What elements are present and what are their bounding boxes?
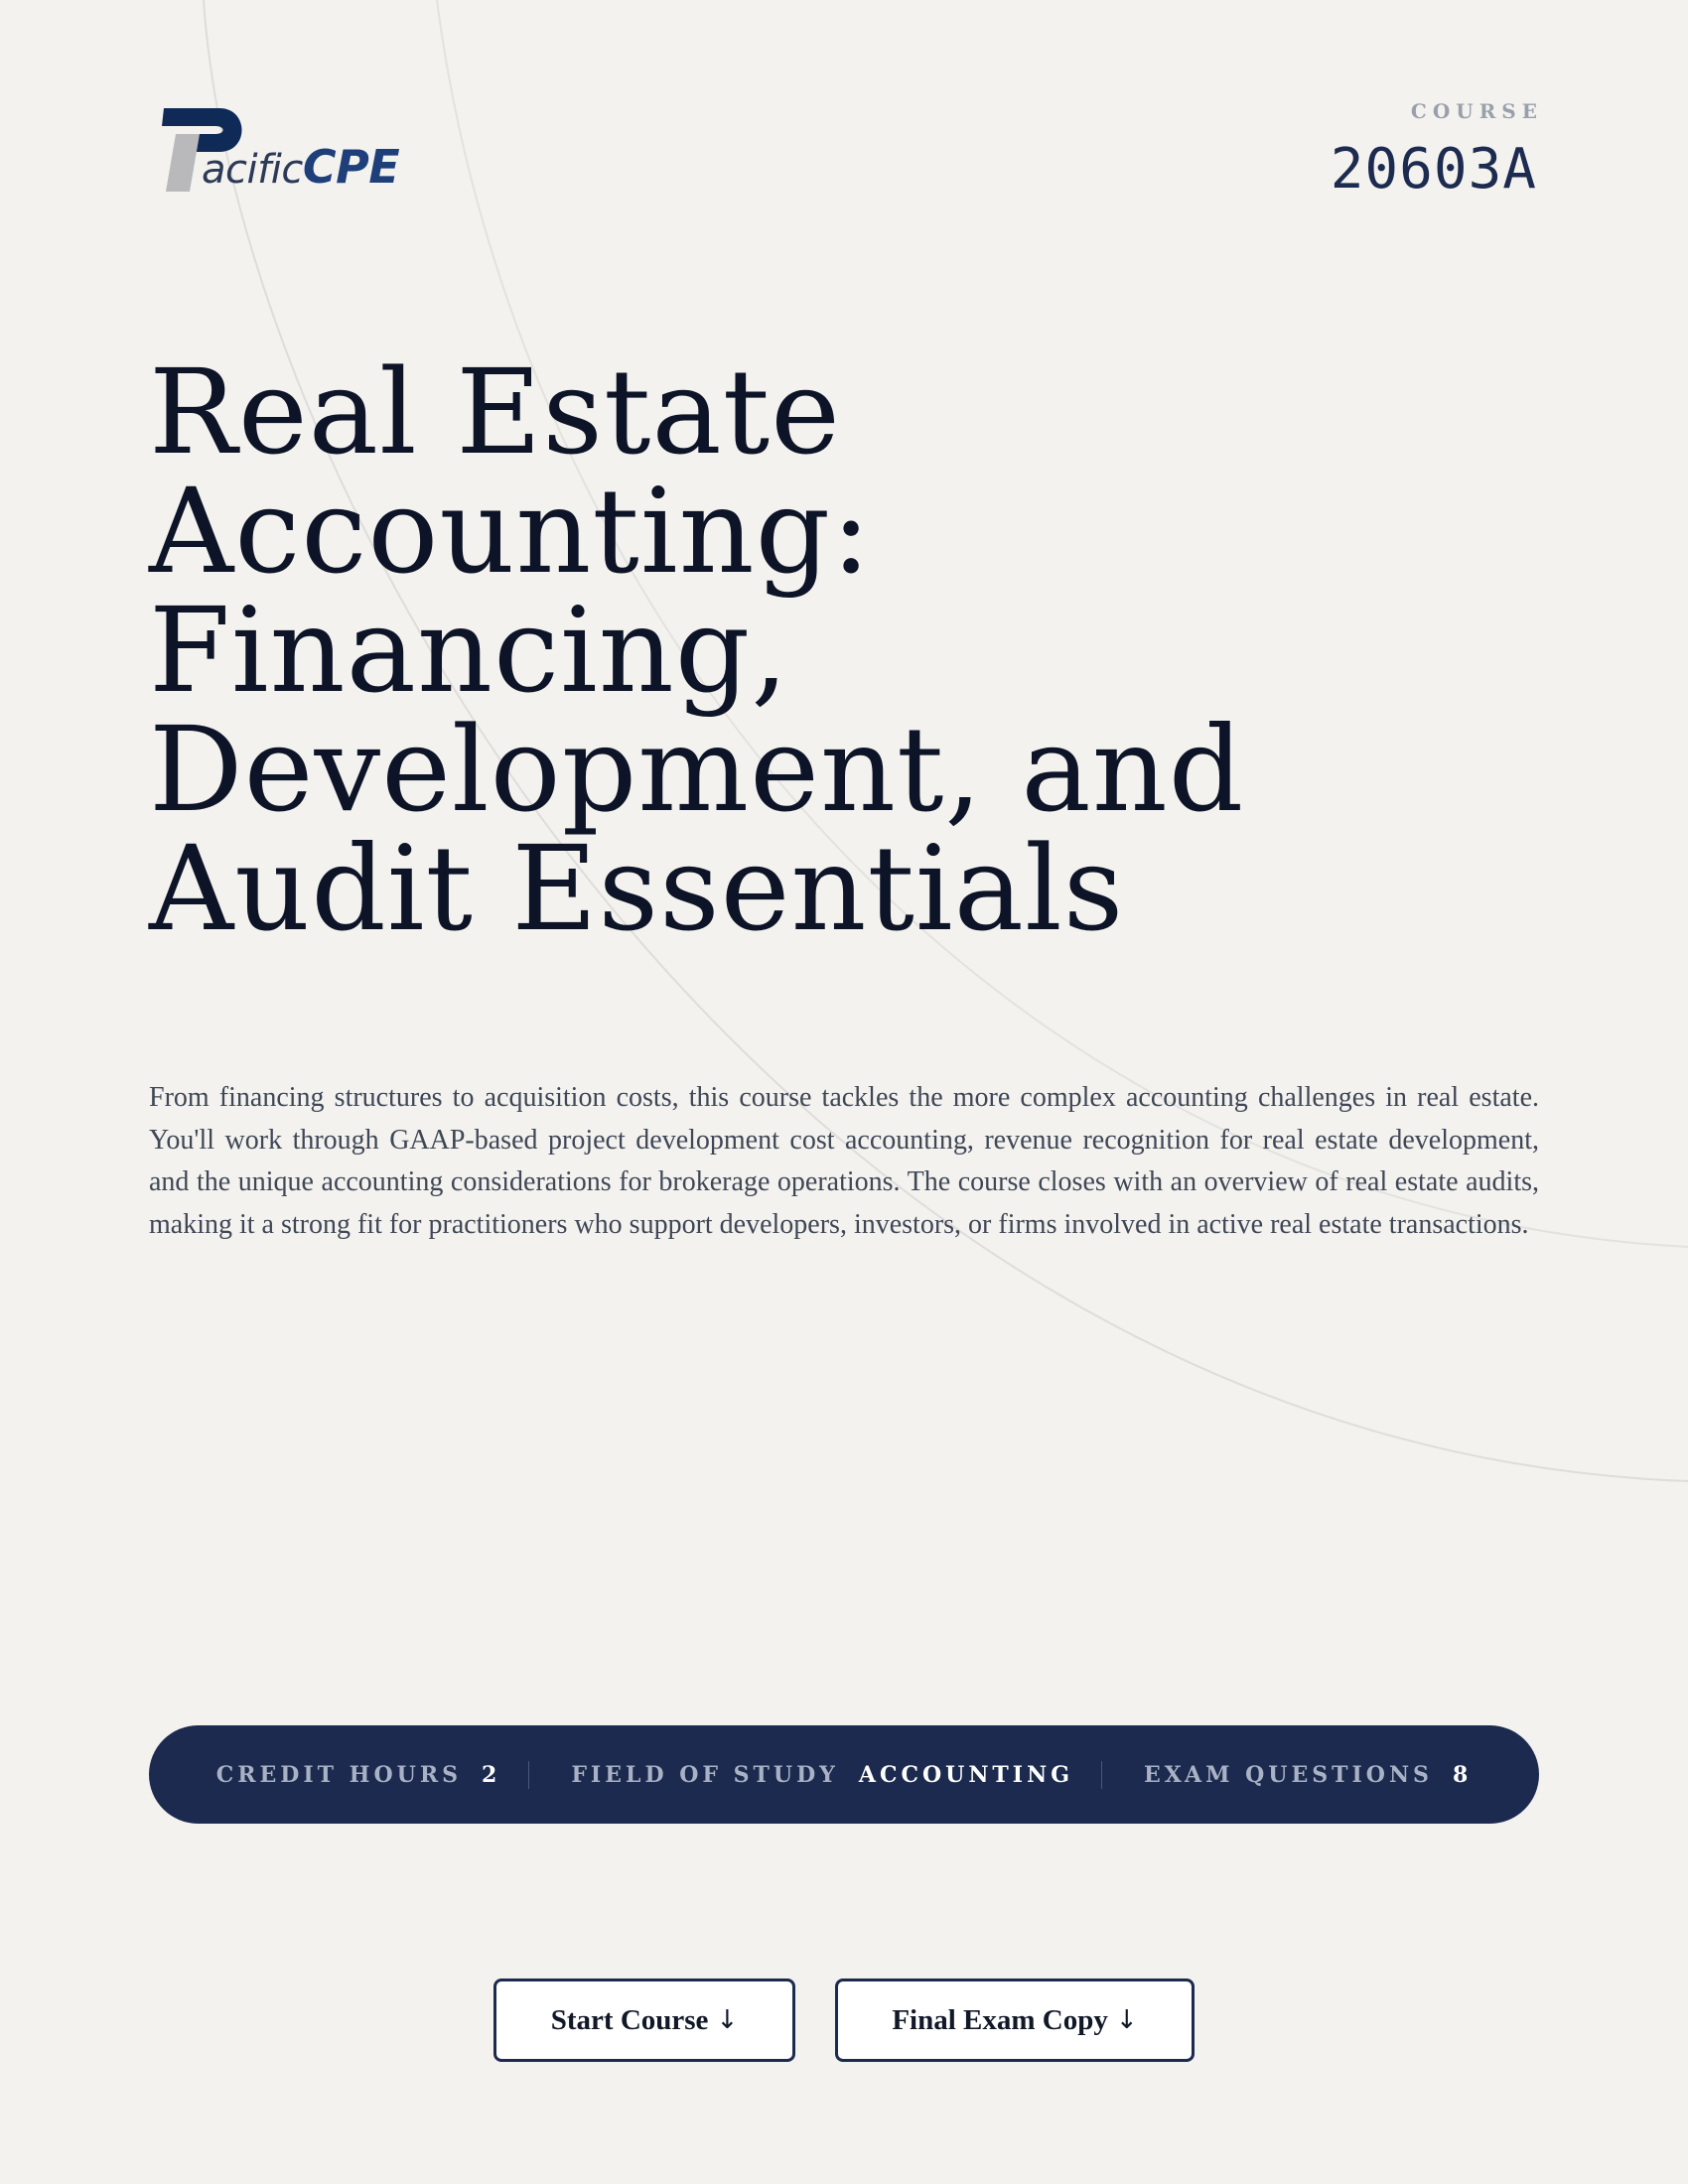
credit-hours-value: 2 <box>482 1761 501 1788</box>
credit-hours-label: CREDIT HOURS <box>215 1761 462 1788</box>
exam-questions-label: EXAM QUESTIONS <box>1143 1761 1433 1788</box>
field-of-study-info <box>571 1762 1073 1788</box>
course-description: From financing structures to acquisition costs, this course tackles the more complex accounting challenges in real estate. You'll work through GAAP-based project development cost accounting, revenue recognition for real estate development, and the unique accounting considerations for brokerage operations. The course closes with an overview of real estate audits, making it a strong fit for practitioners who support developers, investors, or firms involved in active real estate transactions. <box>149 1082 1539 1240</box>
arrow-down-icon: ↓ <box>1115 2005 1138 2035</box>
info-divider <box>1101 1761 1102 1789</box>
field-of-study-label: FIELD OF STUDY <box>571 1761 839 1788</box>
credit-hours-info <box>216 1762 501 1788</box>
field-of-study-value: ACCOUNTING <box>858 1761 1073 1788</box>
course-code: 20603A <box>1330 137 1537 202</box>
course-label: COURSE <box>1410 99 1543 123</box>
course-title-line: Development, and <box>149 701 1245 838</box>
exam-questions-value: 8 <box>1452 1761 1473 1788</box>
final-exam-copy-button[interactable] <box>835 1979 1195 2062</box>
course-title-line: Accounting: <box>149 463 872 600</box>
course-title <box>149 343 1539 957</box>
start-course-label: Start Course <box>550 2003 709 2036</box>
logo-wordmark <box>202 140 400 194</box>
logo-wordmark-cpe: CPE <box>302 140 400 194</box>
course-title-line: Financing, <box>149 582 789 719</box>
final-exam-copy-label: Final Exam Copy <box>892 2003 1108 2036</box>
course-identifier <box>1330 99 1543 202</box>
arrow-down-icon: ↓ <box>716 2005 739 2035</box>
exam-questions-info <box>1144 1762 1472 1788</box>
course-actions <box>0 1979 1688 2062</box>
course-title-line: Real Estate <box>149 343 841 480</box>
course-title-line: Audit Essentials <box>149 820 1125 957</box>
course-info-bar <box>149 1725 1539 1824</box>
pacific-cpe-logo[interactable] <box>154 104 412 204</box>
start-course-button[interactable] <box>493 1979 795 2062</box>
logo-wordmark-pacific: acific <box>202 147 303 193</box>
info-divider <box>528 1761 529 1789</box>
